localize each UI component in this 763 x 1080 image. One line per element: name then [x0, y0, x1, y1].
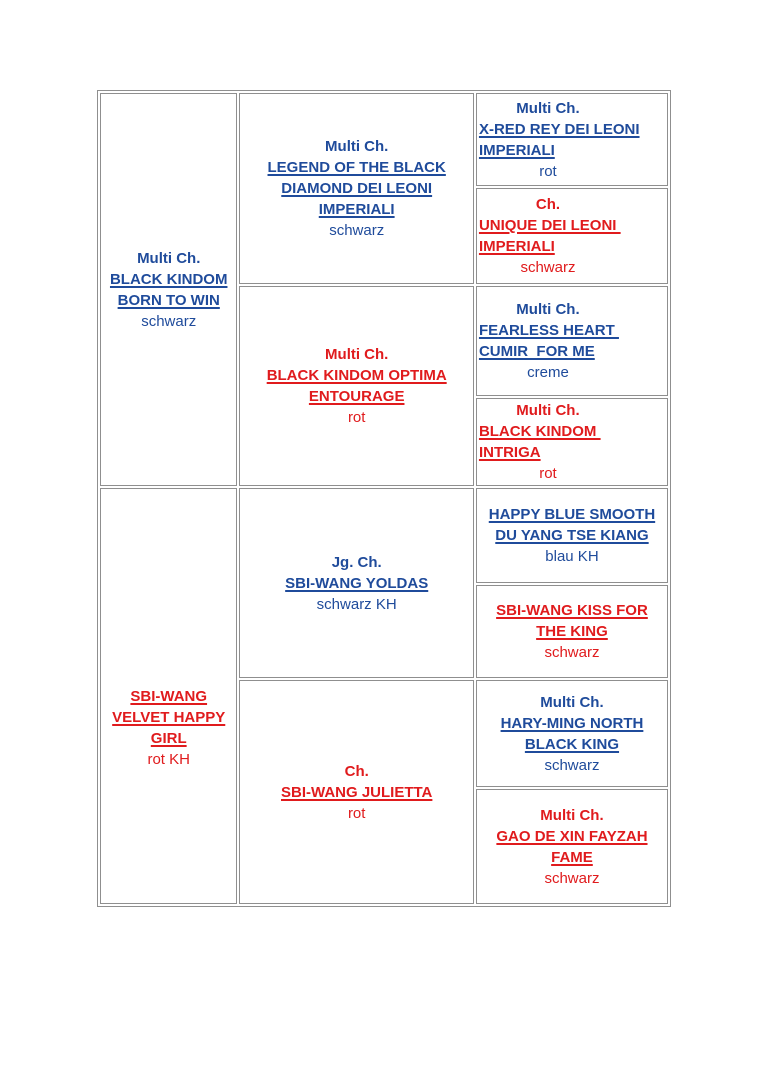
coat-color-label: rot	[347, 409, 366, 426]
coat-color-label: rot KH	[147, 750, 190, 768]
champion-title: Multi Ch.	[325, 138, 389, 155]
dog-name-line[interactable]: BLACK KING	[524, 735, 620, 753]
champion-title: Multi Ch.	[516, 99, 580, 117]
coat-color-label: schwarz	[520, 259, 576, 276]
pedigree-cell-grandparent-1	[239, 93, 473, 284]
coat-color-label: schwarz	[329, 222, 385, 239]
pedigree-cell-great-grandparent-4	[476, 398, 668, 486]
dog-name	[479, 119, 665, 161]
dog-name	[479, 215, 665, 257]
dog-name	[242, 365, 470, 407]
coat-color-label: schwarz	[544, 869, 600, 887]
champion-title: Multi Ch.	[540, 693, 604, 711]
dog-name-line[interactable]: DIAMOND DEI LEONI	[281, 180, 433, 197]
champion-title: Multi Ch.	[516, 301, 580, 318]
pedigree-table	[97, 90, 671, 907]
dog-name-line[interactable]: SBI-WANG KISS FOR	[496, 602, 648, 619]
coat-color-label: blau KH	[545, 548, 599, 565]
dog-name-line[interactable]: GIRL	[150, 729, 187, 747]
pedigree-cell-great-grandparent-8	[476, 789, 668, 904]
pedigree-cell-great-grandparent-3	[476, 286, 668, 396]
dog-name-line[interactable]: FAME	[551, 848, 593, 866]
dog-name	[479, 320, 665, 362]
champion-title: Multi Ch.	[516, 402, 580, 419]
dog-name	[479, 713, 665, 755]
dog-name-line[interactable]: BLACK KINDOM	[478, 423, 601, 440]
dog-name-line[interactable]: THE KING	[536, 623, 608, 640]
dog-name	[242, 782, 470, 803]
pedigree-cell-grandparent-4	[239, 680, 473, 904]
pedigree-cell-great-grandparent-1	[476, 93, 668, 186]
dog-name-line[interactable]: LEGEND OF THE BLACK	[267, 159, 446, 176]
coat-color-label: rot	[347, 804, 366, 822]
dog-name-line[interactable]: HAPPY BLUE SMOOTH	[488, 506, 656, 523]
champion-title: Multi Ch.	[137, 249, 201, 267]
dog-name-line[interactable]: BLACK KINDOM OPTIMA	[266, 367, 447, 384]
pedigree-cell-dam	[100, 488, 237, 904]
dog-name-line[interactable]: ENTOURAGE	[308, 388, 405, 405]
dog-name	[103, 686, 234, 749]
dog-name-line[interactable]: SBI-WANG	[130, 687, 208, 705]
dog-name	[479, 600, 665, 642]
dog-name-line[interactable]: X-RED REY DEI LEONI	[478, 120, 640, 138]
dog-name-line[interactable]: IMPERIALI	[318, 201, 395, 218]
champion-title: Ch.	[535, 196, 561, 213]
pedigree-cell-sire	[100, 93, 237, 486]
dog-name-line[interactable]: UNIQUE DEI LEONI	[478, 217, 621, 234]
champion-title: Multi Ch.	[540, 806, 604, 824]
dog-name	[479, 421, 665, 463]
dog-name	[103, 269, 234, 311]
dog-name-line[interactable]: VELVET HAPPY	[112, 708, 226, 726]
coat-color-label: rot	[539, 162, 557, 180]
coat-color-label: schwarz	[544, 756, 600, 774]
dog-name-line[interactable]: SBI-WANG JULIETTA	[281, 783, 433, 801]
coat-color-label: creme	[527, 364, 569, 381]
dog-name-line[interactable]: GAO DE XIN FAYZAH	[496, 827, 648, 845]
pedigree-cell-great-grandparent-5	[476, 488, 668, 583]
champion-title: Ch.	[344, 762, 369, 780]
dog-name-line[interactable]: BORN TO WIN	[117, 291, 220, 309]
dog-name-line[interactable]: DU YANG TSE KIANG	[495, 527, 649, 544]
pedigree-cell-great-grandparent-7	[476, 680, 668, 787]
dog-name-line[interactable]: FEARLESS HEART	[478, 322, 619, 339]
pedigree-cell-great-grandparent-6	[476, 585, 668, 678]
dog-name-line[interactable]: SBI-WANG YOLDAS	[285, 574, 429, 592]
pedigree-cell-great-grandparent-2	[476, 188, 668, 284]
champion-title: Jg. Ch.	[331, 553, 382, 571]
dog-name-line[interactable]: HARY-MING NORTH	[500, 714, 644, 732]
dog-name-line[interactable]: CUMIR FOR ME	[478, 343, 595, 360]
champion-title: Multi Ch.	[325, 346, 389, 363]
coat-color-label: schwarz	[141, 312, 197, 330]
dog-name	[479, 826, 665, 868]
pedigree-cell-grandparent-2	[239, 286, 473, 486]
dog-name-line[interactable]: INTRIGA	[478, 444, 541, 461]
coat-color-label: rot	[539, 465, 557, 482]
dog-name-line[interactable]: IMPERIALI	[478, 141, 555, 159]
dog-name	[242, 157, 470, 220]
dog-name	[479, 504, 665, 546]
dog-name-line[interactable]: IMPERIALI	[478, 238, 555, 255]
dog-name-line[interactable]: BLACK KINDOM	[109, 270, 228, 288]
pedigree-cell-grandparent-3	[239, 488, 473, 678]
coat-color-label: schwarz	[544, 644, 600, 661]
dog-name	[242, 573, 470, 594]
coat-color-label: schwarz KH	[316, 595, 397, 613]
